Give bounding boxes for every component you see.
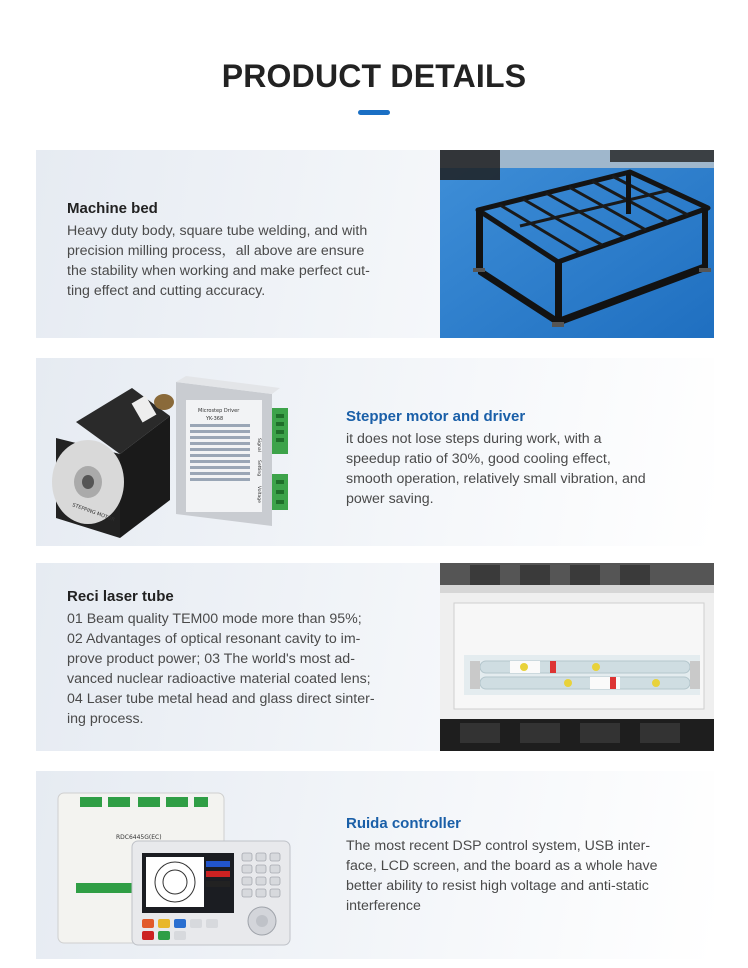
body-line: it does not lose steps during work, with a [346,431,602,447]
section-body [67,221,417,301]
body-line: prove product power; 03 The world's most ad- [67,651,355,667]
body-line: 04 Laser tube metal head and glass direct sinter- [67,691,375,707]
driver-setting: Setting [256,460,261,477]
body-line: ting effect and cutting accuracy. [67,283,266,299]
driver-voltage: Voltage [256,486,261,503]
section-heading: Stepper motor and driver [346,408,526,425]
section-body [346,836,696,916]
body-line: 02 Advantages of optical resonant cavity to im- [67,631,361,647]
motor-label: STEPPING MOTOR [71,502,116,524]
section-machine-bed [36,150,714,338]
body-line: 01 Beam quality TEM00 mode more than 95%; [67,611,362,627]
driver-model: YK-368 [206,416,224,422]
body-line: smooth operation, relatively small vibration, and [346,471,646,487]
driver-title: Microstep Driver [198,408,240,414]
board-label: RDC6445G(EC) [116,834,162,841]
section-ruida-controller [36,771,714,959]
section-heading: Machine bed [67,200,158,217]
body-line: The most recent DSP control system, USB inter- [346,838,651,854]
section-body [67,609,417,729]
section-text [67,588,417,729]
body-line: Heavy duty body, square tube welding, and with [67,223,368,239]
page-title: PRODUCT DETAILS [221,58,527,94]
ruida-controller-photo [36,771,312,959]
section-heading: Ruida controller [346,815,462,832]
body-line: better ability to resist high voltage and anti-static [346,878,649,894]
body-line: ing process. [67,711,144,727]
laser-tube-photo [440,563,714,751]
section-heading: Reci laser tube [67,588,174,605]
body-line: interference [346,898,421,914]
title-underline [358,110,390,115]
machine-bed-photo [440,150,714,338]
section-stepper-motor [36,358,714,546]
section-text [67,200,417,301]
body-line: precision milling process，all above are ensure [67,243,365,259]
section-laser-tube [36,563,714,751]
driver-signal: Signal [256,438,261,452]
body-line: face, LCD screen, and the board as a whole have [346,858,658,874]
section-text [346,815,696,916]
body-line: speedup ratio of 30%, good cooling effect, [346,451,611,467]
section-text [346,408,696,509]
body-line: power saving. [346,491,434,507]
body-line: the stability when working and make perfect cut- [67,263,370,279]
body-line: vanced nuclear radioactive material coated lens; [67,671,371,687]
section-body [346,429,696,509]
stepper-motor-photo [36,358,312,546]
